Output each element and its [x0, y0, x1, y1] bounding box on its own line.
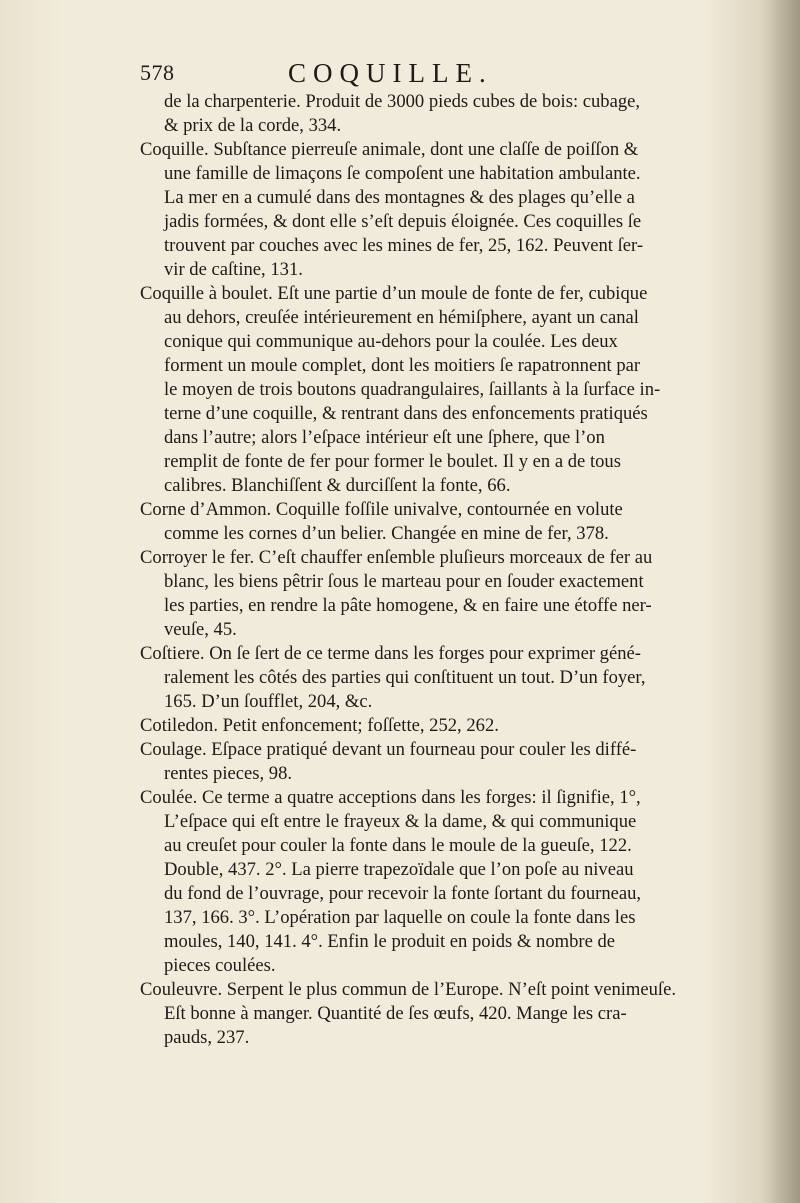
entry-line: une famille de limaçons ſe compoſent une habitation ambulante. [164, 163, 641, 184]
dictionary-entry [140, 282, 750, 498]
entry-headline: Coſtiere. On ſe ſert de ce terme dans les forges pour exprimer géné- [140, 643, 641, 664]
entry-line: trouvent par couches avec les mines de fer, 25, 162. Peuvent ſer- [164, 235, 644, 256]
dictionary-entry [140, 546, 750, 642]
dictionary-entry [140, 642, 750, 714]
entry-line: moules, 140, 141. 4°. Enfin le produit en poids & nombre de [164, 931, 616, 952]
entry-line: remplit de fonte de fer pour former le boulet. Il y en a de tous [164, 451, 621, 472]
entry-line: 165. D’un ſoufflet, 204, &c. [164, 691, 373, 712]
entry-headline: de la charpenterie. Produit de 3000 pieds cubes de bois: cubage, [164, 91, 641, 112]
running-title: COQUILLE. [288, 58, 493, 88]
entry-line: forment un moule complet, dont les moitiers ſe rapatronnent par [164, 355, 641, 376]
entry-line: au creuſet pour couler la fonte dans le moule de la gueuſe, 122. [164, 835, 632, 856]
entry-headline: Coquille à boulet. Eſt une partie d’un moule de fonte de fer, cubique [140, 283, 648, 304]
entry-headline: Coulage. Eſpace pratiqué devant un fourneau pour couler les diffé- [140, 739, 637, 760]
entry-line: calibres. Blanchiſſent & durciſſent la fonte, 66. [164, 475, 511, 496]
entry-line: Double, 437. 2°. La pierre trapezoïdale que l’on poſe au niveau [164, 859, 634, 880]
entry-line: pieces coulées. [164, 955, 276, 976]
entry-line: terne d’une coquille, & rentrant dans des enfoncements pratiqués [164, 403, 648, 424]
dictionary-entry [140, 714, 750, 738]
entry-headline: Couleuvre. Serpent le plus commun de l’Europe. N’eſt point venimeuſe. [140, 979, 676, 1000]
entry-line: vir de caſtine, 131. [164, 259, 303, 280]
entry-line: le moyen de trois boutons quadrangulaires, ſaillants à la ſurface in- [164, 379, 661, 400]
entry-line: blanc, les biens pêtrir ſous le marteau pour en ſouder exactement [164, 571, 644, 592]
dictionary-entry [140, 978, 750, 1050]
entry-headline: Coquille. Subſtance pierreuſe animale, dont une claſſe de poiſſon & [140, 139, 639, 160]
entry-line: La mer en a cumulé dans des montagnes & des plages qu’elle a [164, 187, 635, 208]
entry-line: conique qui communique au-dehors pour la coulée. Les deux [164, 331, 618, 352]
dictionary-entry [140, 786, 750, 978]
page-header [140, 58, 740, 88]
entry-headline: Corne d’Ammon. Coquille foſſile univalve, contournée en volute [140, 499, 623, 520]
entry-line: rentes pieces, 98. [164, 763, 293, 784]
entry-line: 137, 166. 3°. L’opération par laquelle on coule la fonte dans les [164, 907, 636, 928]
entry-line: dans l’autre; alors l’eſpace intérieur eſt une ſphere, que l’on [164, 427, 605, 448]
entry-line: jadis formées, & dont elle s’eſt depuis éloignée. Ces coquilles ſe [164, 211, 642, 232]
entry-headline: Coulée. Ce terme a quatre acceptions dans les forges: il ſignifie, 1°, [140, 787, 641, 808]
entry-line: les parties, en rendre la pâte homogene, & en faire une étoffe ner- [164, 595, 652, 616]
entry-headline: Cotiledon. Petit enfoncement; foſſette, 252, 262. [140, 715, 499, 736]
dictionary-entries [140, 90, 750, 1050]
entry-line: pauds, 237. [164, 1027, 250, 1048]
entry-headline: Corroyer le fer. C’eſt chauffer enſemble pluſieurs morceaux de fer au [140, 547, 653, 568]
entry-line: veuſe, 45. [164, 619, 237, 640]
dictionary-entry [140, 90, 750, 138]
entry-line: comme les cornes d’un belier. Changée en mine de fer, 378. [164, 523, 609, 544]
dictionary-entry [140, 498, 750, 546]
entry-line: & prix de la corde, 334. [164, 115, 342, 136]
dictionary-entry [140, 738, 750, 786]
page-edge-shadow [760, 0, 800, 1203]
entry-line: ralement les côtés des parties qui conſtituent un tout. D’un foyer, [164, 667, 646, 688]
dictionary-entry [140, 138, 750, 282]
entry-line: du fond de l’ouvrage, pour recevoir la fonte ſortant du fourneau, [164, 883, 642, 904]
page-number: 578 [140, 60, 175, 85]
entry-line: au dehors, creuſée intérieurement en hémiſphere, ayant un canal [164, 307, 639, 328]
entry-line: Eſt bonne à manger. Quantité de ſes œufs, 420. Mange les cra- [164, 1003, 627, 1024]
entry-line: L’eſpace qui eſt entre le frayeux & la dame, & qui communique [164, 811, 637, 832]
